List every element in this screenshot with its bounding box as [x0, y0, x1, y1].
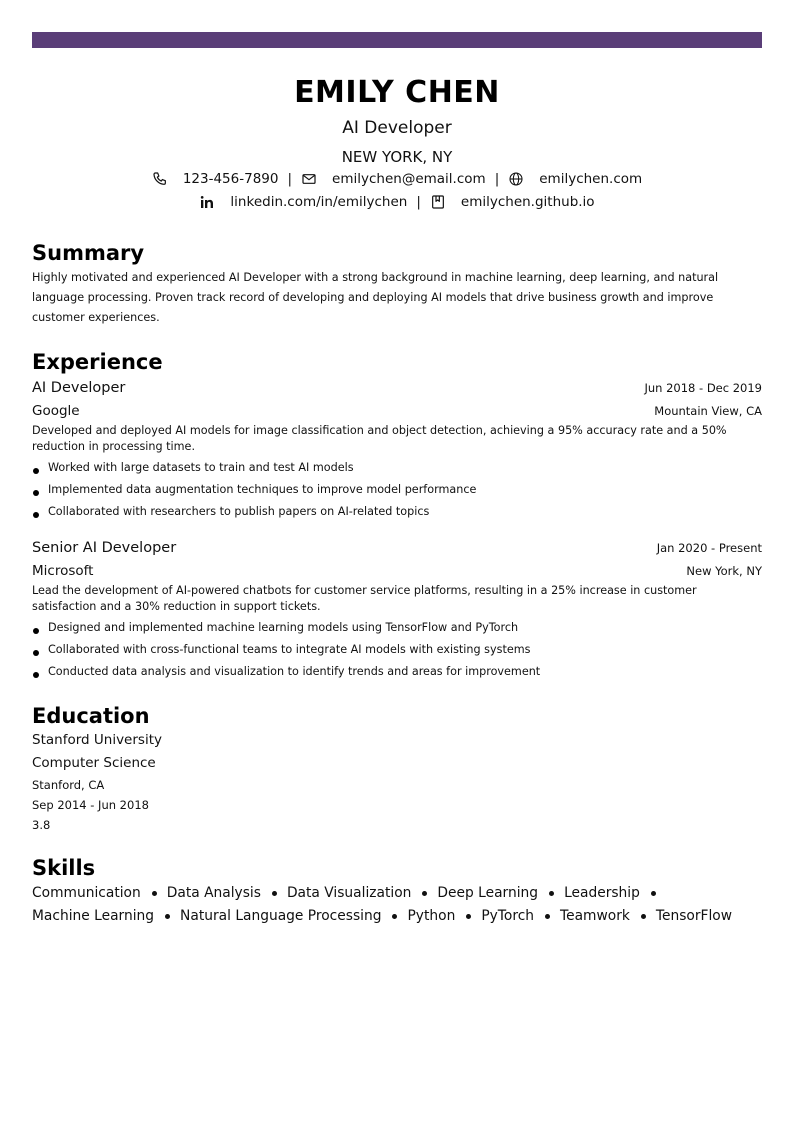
skill-bullet: [165, 914, 170, 919]
skill-bullet: [651, 891, 656, 896]
job-bullets: [32, 617, 762, 683]
mail-icon: [301, 171, 317, 187]
bullet-dot: [33, 628, 39, 634]
skill-label: Machine Learning: [32, 908, 155, 924]
education-dates: Sep 2014 - Jun 2018: [32, 798, 149, 812]
phone-number: 123-456-7890: [182, 171, 279, 187]
skill-label: Data Analysis: [166, 885, 261, 901]
job-company: Google: [32, 403, 80, 419]
website-url: emilychen.com: [539, 171, 643, 187]
skill-label: Leadership: [564, 885, 640, 901]
contact-website[interactable]: [508, 168, 642, 190]
skill-bullet: [272, 891, 277, 896]
skill-bullet: [152, 891, 157, 896]
skill-bullet: [422, 891, 427, 896]
job-company: Microsoft: [32, 563, 94, 579]
bullet-text: Conducted data analysis and visualization to identify trends and areas for improvement: [48, 665, 541, 678]
education-field: Computer Science: [32, 755, 156, 771]
skill-item: [167, 882, 287, 905]
job-title: Senior AI Developer: [32, 540, 177, 556]
experience-heading: Experience: [32, 350, 163, 374]
skill-bullet: [549, 891, 554, 896]
bullet-text: Collaborated with cross-functional teams to integrate AI models with existing systems: [48, 643, 531, 656]
list-item: [32, 617, 762, 639]
skill-label: Python: [407, 908, 456, 924]
linkedin-url: linkedin.com/in/emilychen: [230, 194, 408, 210]
list-item: [32, 639, 762, 661]
skill-label: PyTorch: [481, 908, 535, 924]
job-entry: [32, 377, 762, 523]
bullet-dot: [33, 672, 39, 678]
job-location: New York, NY: [686, 564, 762, 578]
contact-linkedin[interactable]: [199, 191, 407, 213]
globe-icon: [508, 171, 524, 187]
skill-item: [656, 905, 732, 928]
bullet-dot: [33, 650, 39, 656]
skill-label: Teamwork: [560, 908, 630, 924]
skill-label: Natural Language Processing: [180, 908, 382, 924]
bullet-dot: [33, 512, 39, 518]
contact-phone[interactable]: [152, 168, 279, 190]
list-item: [32, 661, 762, 683]
skill-item: [180, 905, 407, 928]
job-location: Mountain View, CA: [654, 404, 762, 418]
job-title: AI Developer: [32, 380, 126, 396]
skill-label: Data Visualization: [286, 885, 412, 901]
contact-separator: |: [494, 171, 500, 187]
github-url: emilychen.github.io: [460, 194, 595, 210]
contact-separator: |: [416, 194, 421, 210]
skill-bullet: [392, 914, 397, 919]
education-heading: Education: [32, 704, 150, 728]
phone-icon: [152, 171, 168, 187]
bullet-dot: [33, 490, 39, 496]
list-item: [32, 501, 762, 523]
job-description: Developed and deployed AI models for image classification and object detection, achieving a 95% accuracy rate and a 50% reduction in processing time.: [32, 424, 727, 453]
skill-item: [32, 882, 167, 905]
candidate-name: EMILY CHEN: [294, 75, 500, 110]
job-description: Lead the development of AI-powered chatbots for customer service platforms, resulting in a 25% increase in customer satisfaction and a 30% reduction in support tickets.: [32, 584, 697, 613]
skill-item: [437, 882, 564, 905]
bullet-dot: [33, 468, 39, 474]
skill-item: [481, 905, 560, 928]
summary-heading: Summary: [32, 241, 145, 265]
job-entry: [32, 537, 762, 683]
skill-item: [287, 882, 437, 905]
accent-bar: [32, 32, 762, 48]
skill-item: [407, 905, 481, 928]
skill-label: Communication: [32, 885, 141, 901]
education-school: Stanford University: [32, 732, 162, 748]
job-bullets: [32, 457, 762, 523]
education-location: Stanford, CA: [32, 778, 105, 792]
job-dates: Jan 2020 - Present: [656, 541, 762, 555]
bullet-text: Designed and implemented machine learning models using TensorFlow and PyTorch: [48, 621, 519, 634]
contact-row-1: [32, 168, 762, 190]
bullet-text: Collaborated with researchers to publish papers on AI-related topics: [48, 505, 430, 518]
skill-label: Deep Learning: [437, 885, 539, 901]
email-address: emilychen@email.com: [332, 171, 486, 187]
skill-bullet: [641, 914, 646, 919]
resume-header: [32, 75, 762, 213]
skill-item: [32, 905, 180, 928]
skill-item: [564, 882, 666, 905]
skills-list: [32, 882, 762, 928]
summary-text: Highly motivated and experienced AI Developer with a strong background in machine learning, deep learning, and natural language processing. Proven track record of developing and deploying AI models that drive business growth and improve customer experiences.: [32, 271, 719, 324]
bullet-text: Implemented data augmentation techniques to improve model performance: [48, 483, 477, 496]
skill-label: TensorFlow: [655, 908, 733, 924]
candidate-location: NEW YORK, NY: [341, 148, 453, 166]
contact-separator: |: [287, 171, 293, 187]
education-gpa: 3.8: [32, 818, 51, 832]
contact-github[interactable]: [430, 191, 595, 213]
job-dates: Jun 2018 - Dec 2019: [644, 381, 762, 395]
skills-heading: Skills: [32, 856, 96, 880]
skill-bullet: [466, 914, 471, 919]
github-icon: [430, 194, 446, 210]
contact-email[interactable]: [301, 168, 486, 190]
list-item: [32, 479, 762, 501]
candidate-title: AI Developer: [342, 118, 452, 138]
list-item: [32, 457, 762, 479]
linkedin-icon: [199, 194, 215, 210]
contact-row-2: [32, 191, 762, 213]
bullet-text: Worked with large datasets to train and test AI models: [48, 461, 354, 474]
skill-item: [560, 905, 656, 928]
skill-bullet: [545, 914, 550, 919]
resume-page: [32, 32, 762, 928]
